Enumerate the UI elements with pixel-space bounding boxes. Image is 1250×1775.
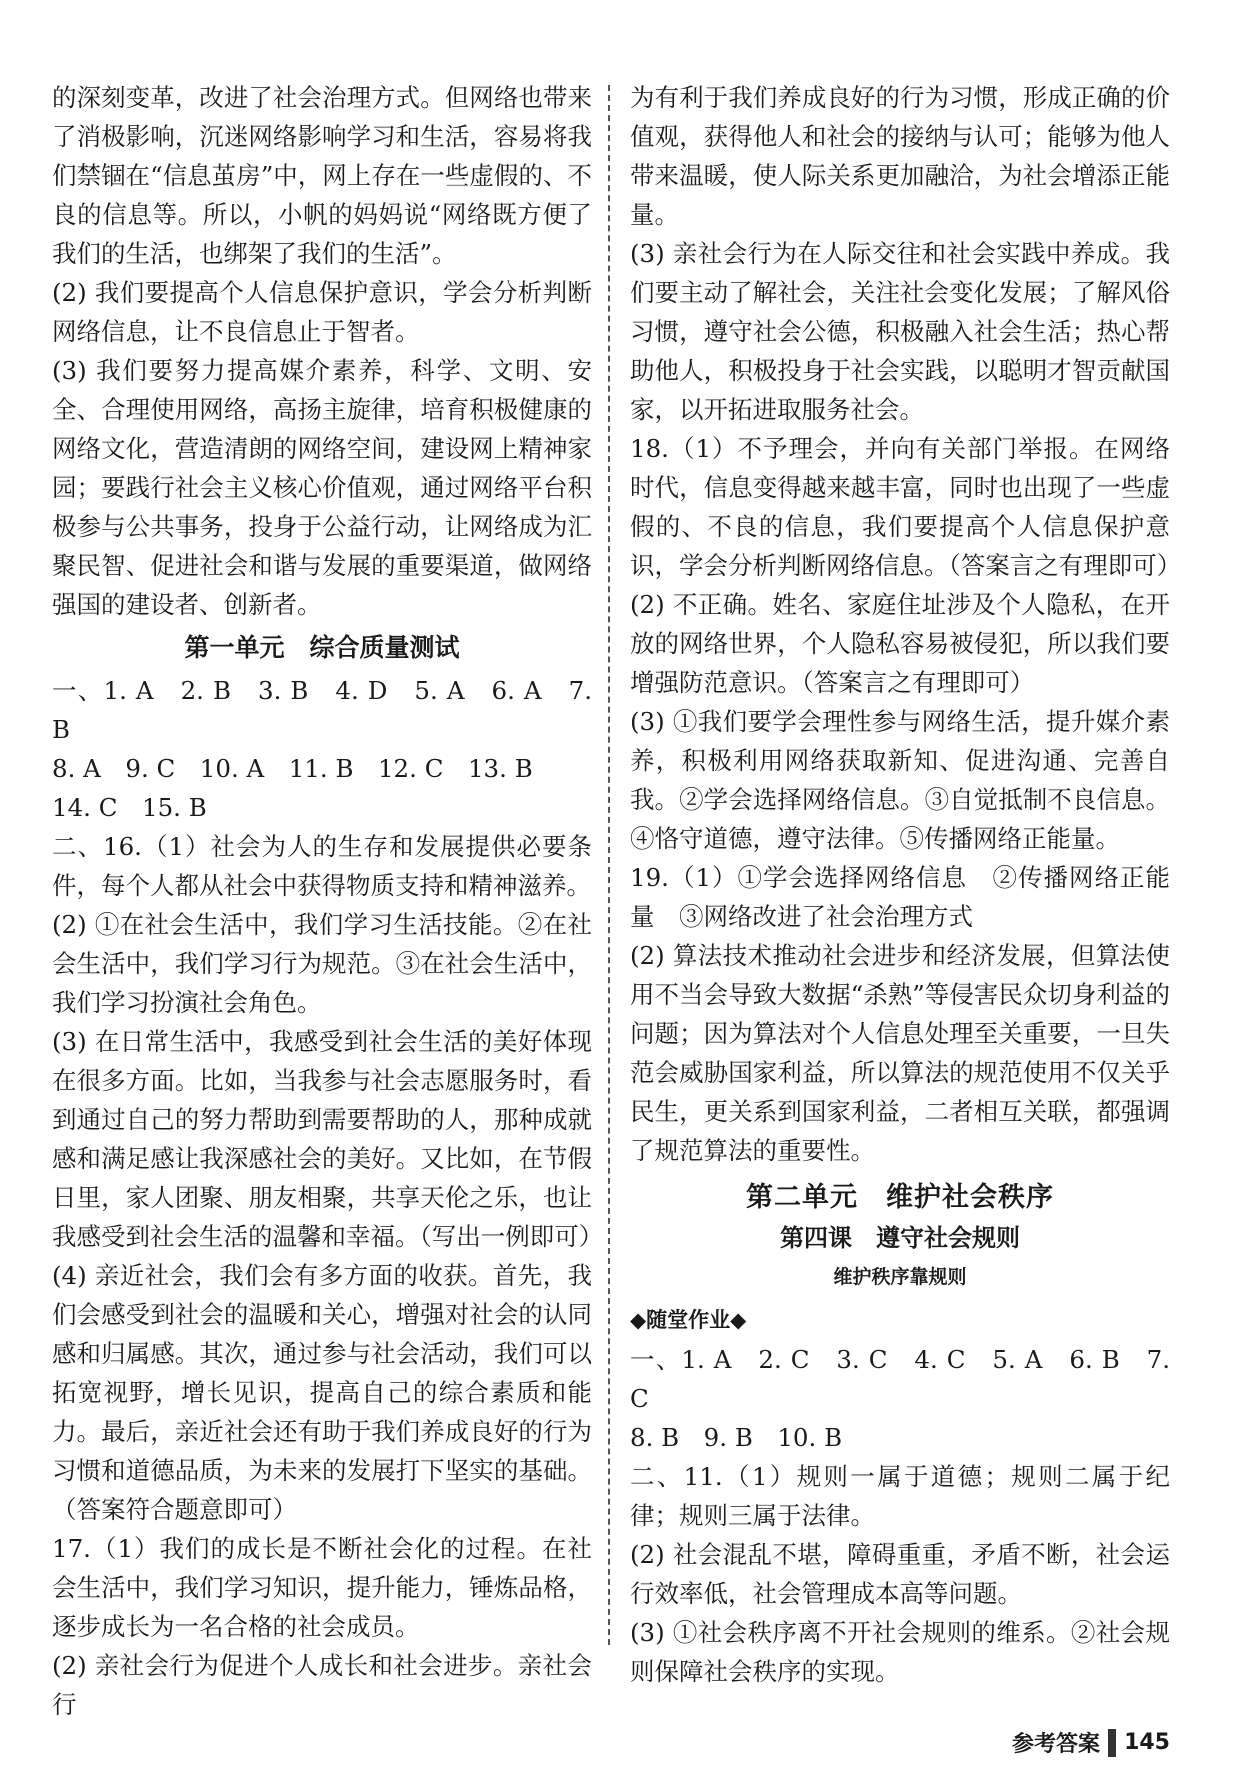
unit-title: 第二单元 维护社会秩序 [746, 1182, 1054, 1213]
paragraph: (2) 我们要提高个人信息保护意识，学会分析判断网络信息，让不良信息止于智者。 [52, 278, 592, 346]
column-divider [608, 85, 610, 1645]
paragraph: (2) 社会混乱不堪，障碍重重，矛盾不断，社会运行效率低，社会管理成本高等问题。 [630, 1540, 1170, 1608]
paragraph: (3) 亲社会行为在人际交往和社会实践中养成。我们要主动了解社会，关注社会变化发展；了解风俗习惯，遵守社会公德，积极融入社会生活；热心帮助他人，积极投身于社会实践，以聪明才智贡献国家，以开拓进取服务社会。 [630, 239, 1170, 424]
paragraph: (3) ①社会秩序离不开社会规则的维系。②社会规则保障社会秩序的实现。 [630, 1618, 1170, 1686]
sub-title: 维护秩序靠规则 [833, 1266, 967, 1288]
section-title: 第一单元 综合质量测试 [184, 633, 460, 662]
paragraph: (3) ①我们要学会理性参与网络生活，提升媒介素养，积极利用网络获取新知、促进沟通、完善自我。②学会选择网络信息。③自觉抵制不良信息。④恪守道德，遵守法律。⑤传播网络正能量。 [630, 707, 1170, 853]
page-footer [1012, 1727, 1170, 1758]
paragraph: 二、16.（1）社会为人的生存和发展提供必要条件，每个人都从社会中获得物质支持和精神滋养。 [52, 832, 592, 900]
lesson-title: 第四课 遵守社会规则 [780, 1224, 1020, 1252]
paragraph: (2) 亲社会行为促进个人成长和社会进步。亲社会行 [52, 1651, 592, 1719]
paragraph: 19.（1）①学会选择网络信息 ②传播网络正能量 ③网络改进了社会治理方式 [630, 863, 1170, 931]
paragraph: (3) 我们要努力提高媒介素养，科学、文明、安全、合理使用网络，高扬主旋律，培育积极健康的网络文化，营造清朗的网络空间，建设网上精神家园；要践行社会主义核心价值观，通过网络平台积极参与公共事务，投身于公益行动，让网络成为汇聚民智、促进社会和谐与发展的重要渠道，做网络强国的建设者、创新者。 [52, 356, 592, 619]
answer-line: 14. C 15. B [52, 793, 207, 822]
answer-line: 8. B 9. B 10. B [630, 1423, 843, 1452]
paragraph: (4) 亲近社会，我们会有多方面的收获。首先，我们会感受到社会的温暖和关心，增强对社会的认同感和归属感。其次，通过参与社会活动，我们可以拓宽视野，增长见识，提高自己的综合素质和能力。最后，亲近社会还有助于我们养成良好的行为习惯和道德品质，为未来的发展打下坚实的基础。（答案符合题意即可） [52, 1261, 592, 1524]
paragraph: 二、11.（1）规则一属于道德；规则二属于纪律；规则三属于法律。 [630, 1462, 1170, 1530]
paragraph: (3) 在日常生活中，我感受到社会生活的美好体现在很多方面。比如，当我参与社会志愿服务时，看到通过自己的努力帮助到需要帮助的人，那种成就感和满足感让我深感社会的美好。又比如，在节假日里，家人团聚、朋友相聚，共享天伦之乐，也让我感受到社会生活的温馨和幸福。（写出一例即可） [52, 1027, 604, 1251]
right-column [630, 78, 1182, 1691]
paragraph: 为有利于我们养成良好的行为习惯，形成正确的价值观，获得他人和社会的接纳与认可；能够为他人带来温暖，使人际关系更加融洽，为社会增添正能量。 [630, 83, 1170, 229]
left-column [52, 78, 604, 1724]
paragraph: 18.（1）不予理会，并向有关部门举报。在网络时代，信息变得越来越丰富，同时也出现了一些虚假的、不良的信息，我们要提高个人信息保护意识，学会分析判断网络信息。（答案言之有理即可） [630, 434, 1182, 580]
paragraph: (2) ①在社会生活中，我们学习生活技能。②在社会生活中，我们学习行为规范。③在社会生活中，我们学习扮演社会角色。 [52, 910, 592, 1017]
answer-line: 8. A 9. C 10. A 11. B 12. C 13. B [52, 754, 533, 783]
footer-bar [1108, 1729, 1116, 1757]
answer-line: 一、1. A 2. B 3. B 4. D 5. A 6. A 7. B [52, 676, 592, 744]
answer-line: 一、1. A 2. C 3. C 4. C 5. A 6. B 7. C [630, 1345, 1170, 1413]
paragraph: (2) 算法技术推动社会进步和经济发展，但算法使用不当会导致大数据“杀熟”等侵害民众切身利益的问题；因为算法对个人信息处理至关重要，一旦失范会威胁国家利益，所以算法的规范使用不仅关乎民生，更关系到国家利益，二者相互关联，都强调了规范算法的重要性。 [630, 941, 1170, 1165]
page-number: 145 [1124, 1730, 1170, 1755]
paragraph: 的深刻变革，改进了社会治理方式。但网络也带来了消极影响，沉迷网络影响学习和生活，容易将我们禁锢在“信息茧房”中，网上存在一些虚假的、不良的信息等。所以，小帆的妈妈说“网络既方便了我们的生活，也绑架了我们的生活”。 [52, 83, 592, 268]
paragraph: (2) 不正确。姓名、家庭住址涉及个人隐私，在开放的网络世界，个人隐私容易被侵犯，所以我们要增强防范意识。（答案言之有理即可） [630, 590, 1170, 697]
homework-tag: ◆随堂作业◆ [630, 1308, 747, 1332]
paragraph: 17.（1）我们的成长是不断社会化的过程。在社会生活中，我们学习知识，提升能力，锤炼品格，逐步成长为一名合格的社会成员。 [52, 1534, 592, 1641]
footer-label: 参考答案 [1012, 1732, 1101, 1757]
